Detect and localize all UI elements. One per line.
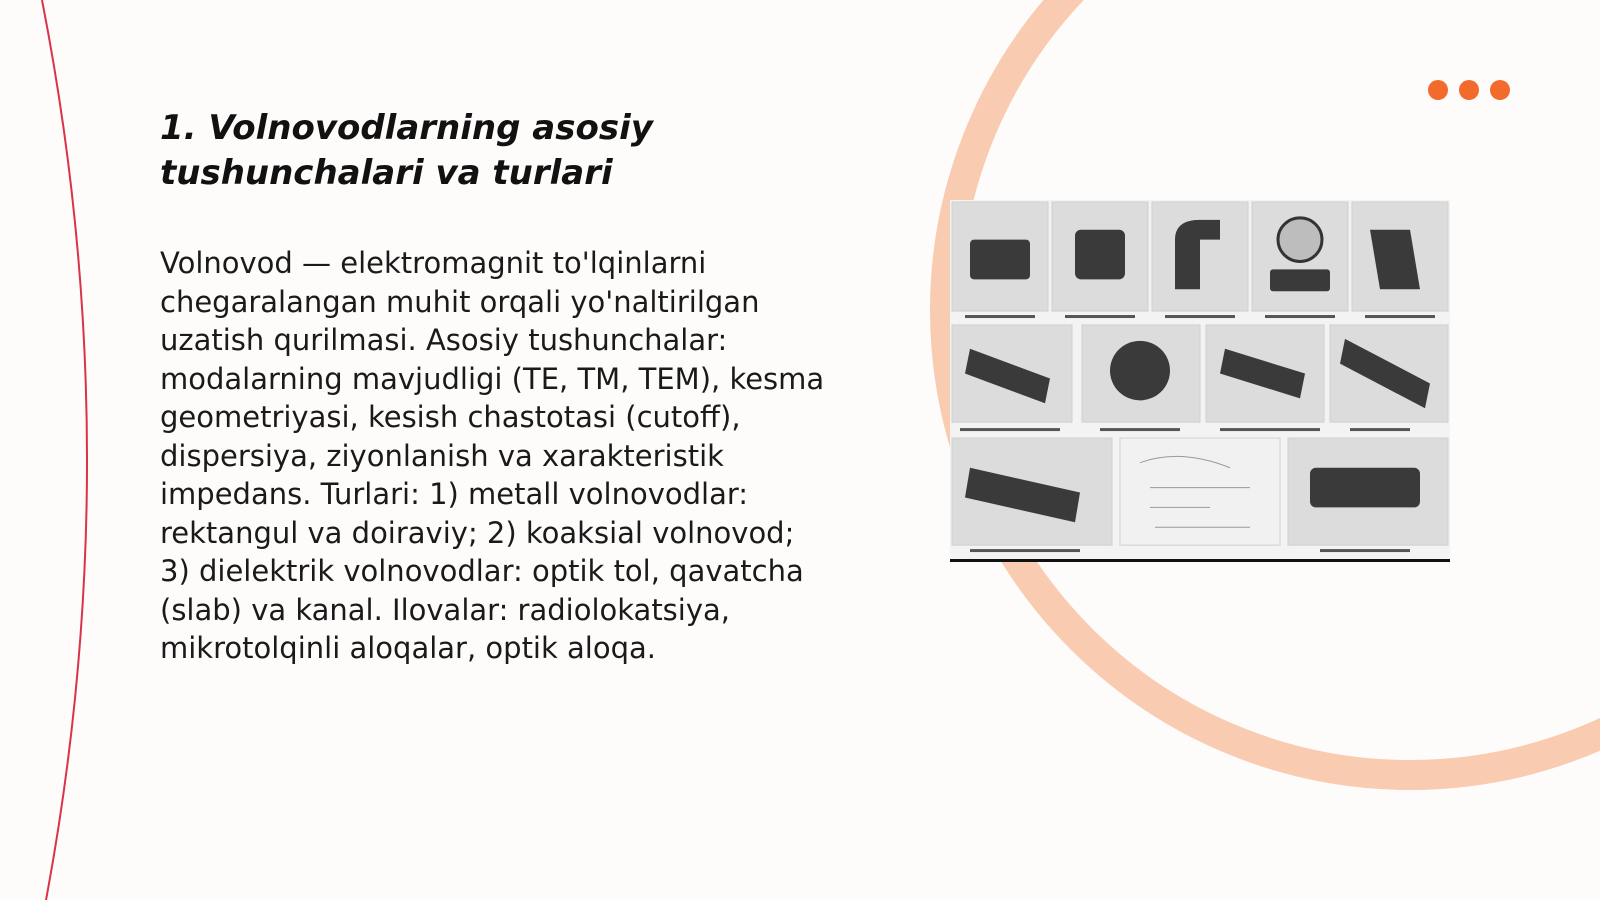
- dot: [1428, 80, 1448, 100]
- dot: [1459, 80, 1479, 100]
- left-red-curve: [42, 0, 87, 900]
- waveguide-components-image: [950, 200, 1450, 562]
- three-dots-icon: [1428, 80, 1510, 100]
- slide-title: 1. Volnovodlarning asosiy tushunchalari va turlari: [160, 108, 653, 193]
- dot: [1490, 80, 1510, 100]
- slide-body-text: Volnovod — elektromagnit to'lqinlarni chegaralangan muhit orqali yo'naltirilgan uzatish qurilmasi. Asosiy tushunchalar: modalarning mavjudligi (TE, TM, TEM), kesma geometriyasi, kesish chastotasi (cutoff), dispersiya, ziyonlanish va xarakteristik impedans. Turlari: 1) metall volnovodlar: rektangul va doiraviy; 2) koaksial volnovod; 3) dielektrik volnovodlar: optik tol, qavatcha (slab) va kanal. Ilovalar: radiolokatsiya, mikrotolqinli aloqalar, optik aloqa.: [160, 246, 825, 665]
